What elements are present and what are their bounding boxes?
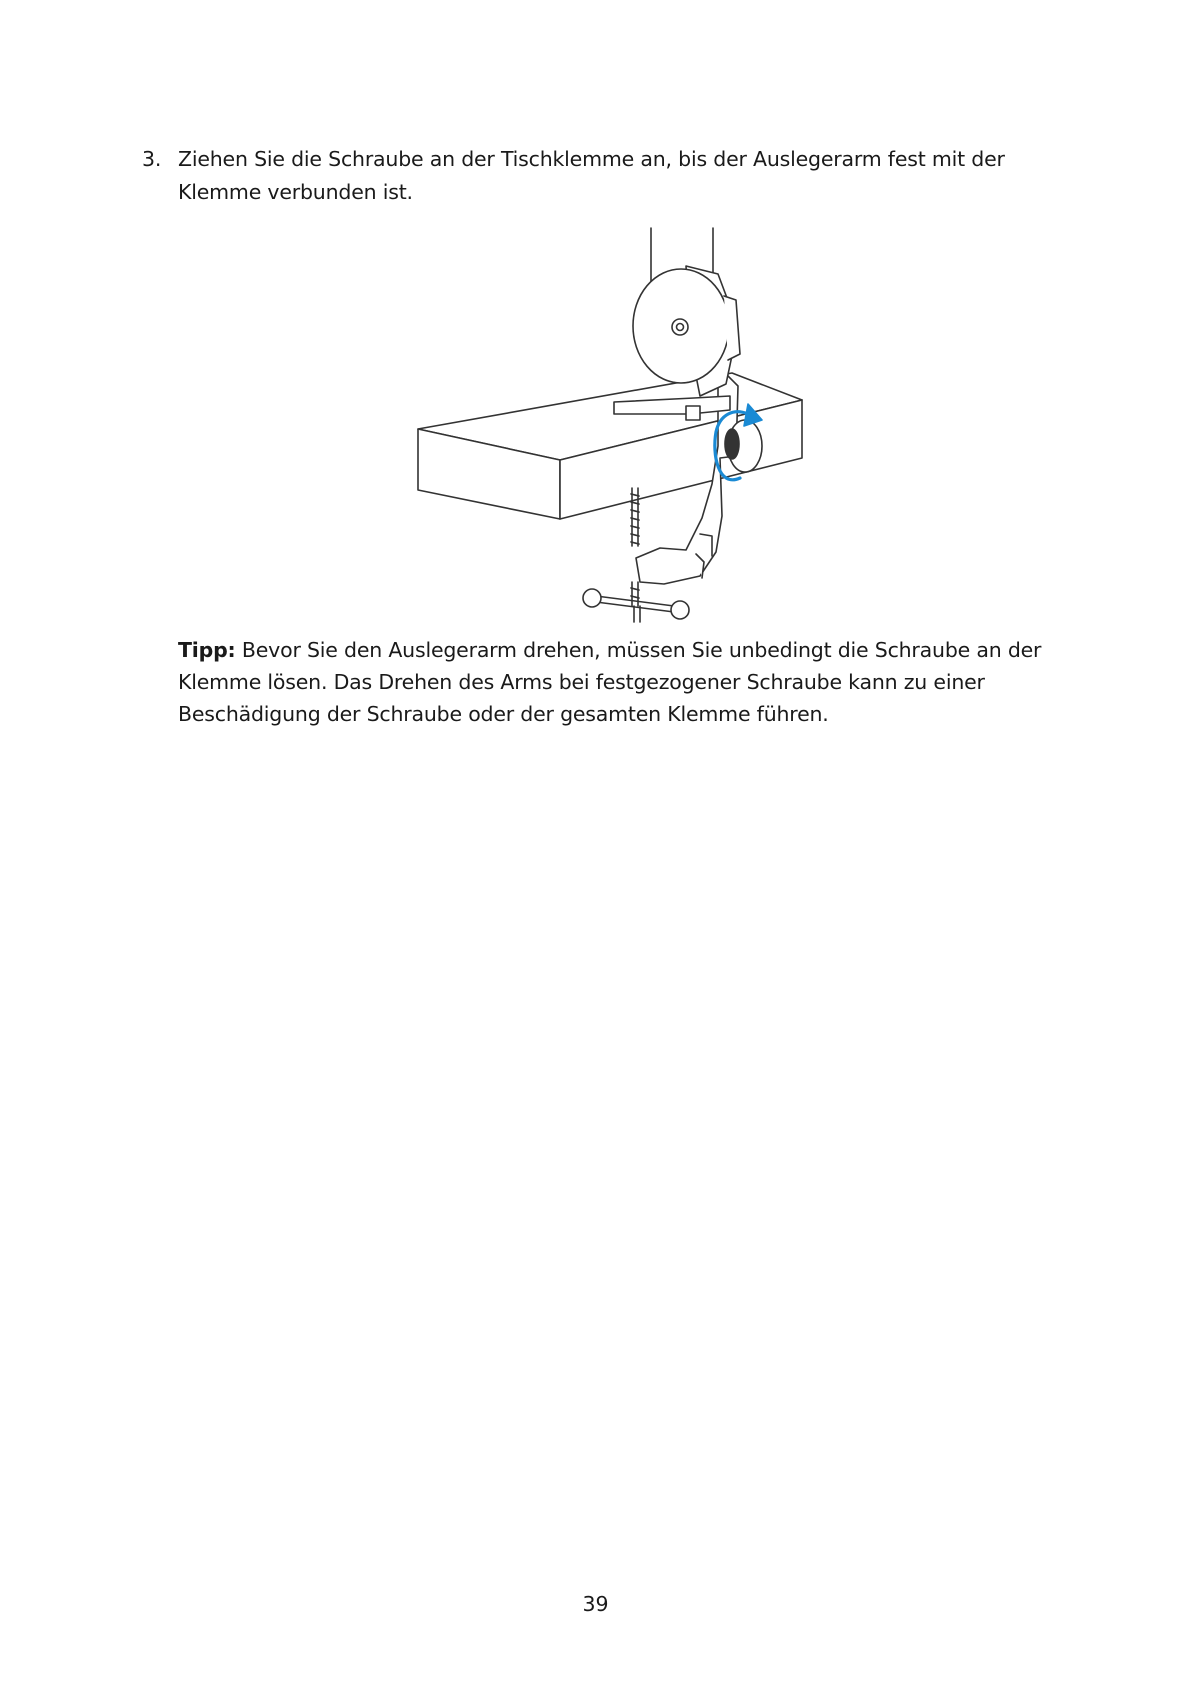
t-handle	[583, 589, 689, 622]
mount-disk	[633, 266, 740, 396]
clamp-screw	[631, 488, 639, 606]
page-number: 39	[582, 1592, 609, 1616]
step-number: 3.	[142, 147, 162, 171]
tip-label: Tipp:	[178, 638, 236, 662]
tip-text: Bevor Sie den Auslegerarm drehen, müssen Sie unbedingt die Schraube an der Klemme lösen. Das Drehen des Arms bei festgezogener Schraube kann zu einer Beschädigung der Schraube oder der gesamten Klemme führen.	[178, 638, 1042, 726]
tip-note	[178, 634, 1058, 730]
table-clamp-illustration	[400, 226, 820, 626]
step-text: Ziehen Sie die Schraube an der Tischklemme an, bis der Auslegerarm fest mit der Klemme verbunden ist.	[178, 147, 1005, 204]
